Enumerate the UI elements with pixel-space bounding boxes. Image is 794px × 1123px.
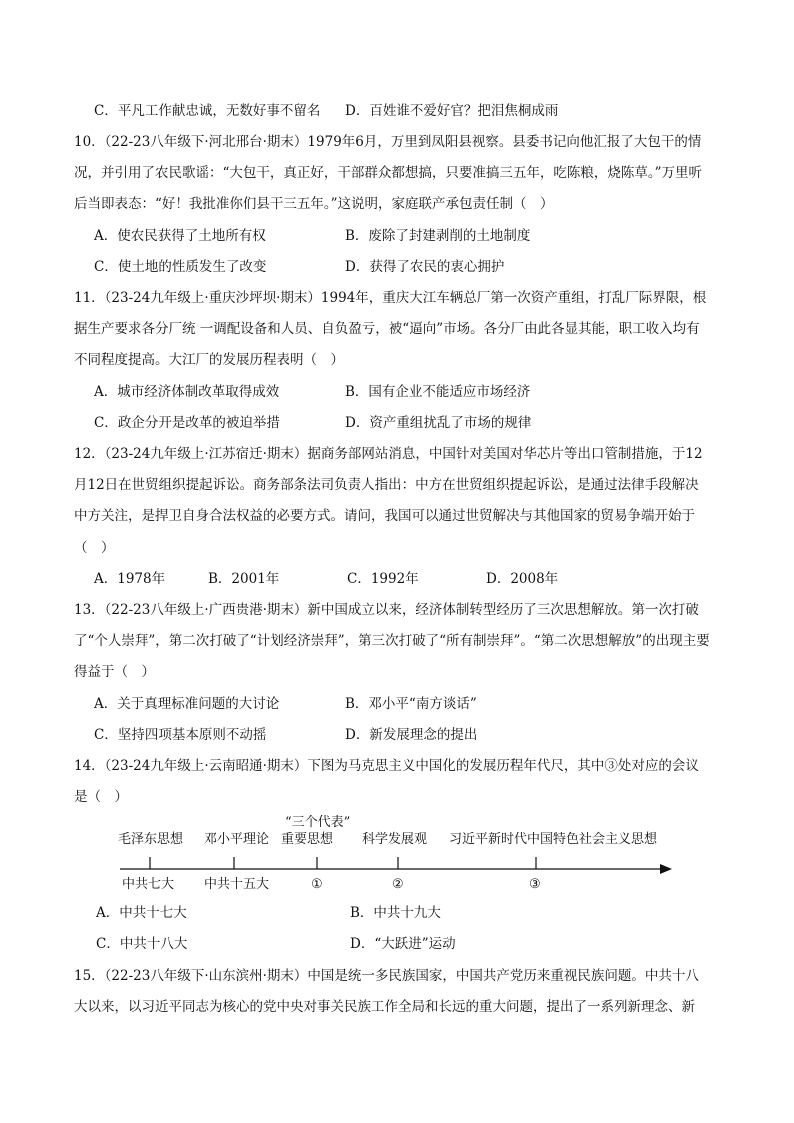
q14-line-1: 14．（23-24九年级上·云南昭通·期末）下图为马克思主义中国化的发展历程年代尺，其中③处对应的会议 xyxy=(74,758,699,774)
q13-option-c: C．坚持四项基本原则不动摇 xyxy=(94,727,267,743)
q11-option-d: D．资产重组扰乱了市场的规律 xyxy=(345,415,532,431)
timeline-bottom-label-5: ③ xyxy=(529,877,541,892)
q13-option-b: B．邓小平“南方谈话” xyxy=(345,696,477,712)
q13-line-1: 13．（22-23八年级上·广西贵港·期末）新中国成立以来，经济体制转型经历了三次思想解放。第一次打破 xyxy=(74,602,699,618)
q14-line-2: 是（ ） xyxy=(74,789,128,805)
q11-option-c: C．政企分开是改革的被迫举措 xyxy=(94,415,280,431)
q12-option-a: A．1978年 xyxy=(94,571,166,587)
q13-line-3: 得益于（ ） xyxy=(74,664,155,680)
q10-line-2: 况，并引用了农民歌谣：“大包干，真正好，干部群众都想搞，只要准搞三五年，吃陈粮，烧陈草。”万里听 xyxy=(74,165,703,181)
q10-option-b: B．废除了封建剥削的土地制度 xyxy=(345,228,531,244)
q11-option-b: B．国有企业不能适应市场经济 xyxy=(345,384,531,400)
q12-option-b: B．2001年 xyxy=(208,571,280,587)
timeline-top-label-4: 科学发展观 xyxy=(362,832,428,847)
q14-option-d: D．“大跃进”运动 xyxy=(350,936,456,952)
timeline-top-label-3: 重要思想 xyxy=(281,832,334,847)
q14-option-b: B．中共十九大 xyxy=(350,905,441,921)
q13-option-d: D．新发展理念的提出 xyxy=(345,727,478,743)
q12-line-3: 中方关注，是捍卫自身合法权益的必要方式。请问，我国可以通过世贸解决与其他国家的贸易争端开始于 xyxy=(74,508,695,524)
q14-option-c: C．中共十八大 xyxy=(96,936,188,952)
q9-option-d: D．百姓谁不爱好官？把泪焦桐成雨 xyxy=(345,103,559,119)
timeline-top-label-extra: “三个代表” xyxy=(285,815,351,830)
q12-option-c: C．1992年 xyxy=(347,571,419,587)
q10-option-a: A．使农民获得了土地所有权 xyxy=(94,228,266,244)
q10-option-d: D．获得了农民的衷心拥护 xyxy=(345,259,505,275)
q13-line-2: 了“个人崇拜”，第二次打破了“计划经济崇拜”，第三次打破了“所有制崇拜”。“第二次思想解放”的出现主要 xyxy=(74,633,710,649)
q10-option-c: C．使土地的性质发生了改变 xyxy=(94,259,267,275)
q13-option-a: A．关于真理标准问题的大讨论 xyxy=(94,696,280,712)
timeline-bottom-label-4: ② xyxy=(392,877,404,892)
q12-line-2: 月12日在世贸组织提起诉讼。商务部条法司负责人指出：中方在世贸组织提起诉讼，是通过法律手段解决 xyxy=(74,477,699,493)
q15-line-2: 大以来，以习近平同志为核心的党中央对事关民族工作全局和长远的重大问题，提出了一系列新理念、新 xyxy=(74,999,695,1015)
q9-option-c: C．平凡工作献忠诚，无数好事不留名 xyxy=(94,103,321,119)
timeline-bottom-label-1: 中共七大 xyxy=(122,877,175,892)
timeline-top-label-5: 习近平新时代中国特色社会主义思想 xyxy=(449,832,658,847)
q12-line-4: （ ） xyxy=(74,540,115,556)
timeline-top-label-1: 毛泽东思想 xyxy=(118,832,184,847)
timeline-bottom-label-2: 中共十五大 xyxy=(204,877,270,892)
timeline-arrowhead xyxy=(660,864,672,874)
q11-line-1: 11．（23-24九年级上·重庆沙坪坝·期末）1994年，重庆大江车辆总厂第一次资产重组，打乱厂际界限，根 xyxy=(74,290,707,306)
timeline-bottom-label-3: ① xyxy=(311,877,323,892)
q12-line-1: 12．（23-24九年级上·江苏宿迁·期末）据商务部网站消息，中国针对美国对华芯片等出口管制措施，于12 xyxy=(74,446,703,462)
q12-option-d: D．2008年 xyxy=(486,571,559,587)
q11-line-3: 不同程度提高。大江厂的发展历程表明（ ） xyxy=(74,352,344,368)
q11-option-a: A．城市经济体制改革取得成效 xyxy=(94,384,280,400)
q14-option-a: A．中共十七大 xyxy=(96,905,187,921)
q10-line-1: 10．（22-23八年级下·河北邢台·期末）1979年6月，万里到凤阳县视察。县委书记向他汇报了大包干的情 xyxy=(74,134,702,150)
q15-line-1: 15．（22-23八年级下·山东滨州·期末）中国是统一多民族国家，中国共产党历来重视民族问题。中共十八 xyxy=(74,968,699,984)
q11-line-2: 据生产要求各分厂统 一调配设备和人员、自负盈亏，被“逼向”市场。各分厂由此各显其能，职工收入均有 xyxy=(74,321,700,337)
timeline-top-label-2: 邓小平理论 xyxy=(204,832,270,847)
q10-line-3: 后当即表态：“好！我批准你们县干三五年。”这说明，家庭联产承包责任制（ ） xyxy=(74,196,554,212)
